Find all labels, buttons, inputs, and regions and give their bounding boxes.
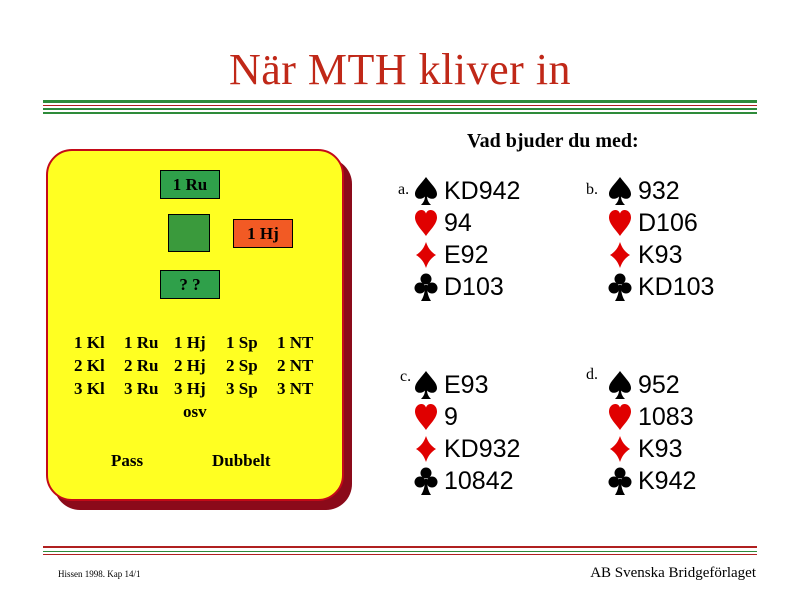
hand-b-letter: b.	[586, 181, 598, 198]
card-list: 94	[444, 209, 472, 237]
top-rule-red	[43, 105, 757, 106]
diamond-icon	[608, 433, 632, 465]
top-rule-green-2	[43, 108, 757, 110]
bid-option: 3 Ru	[124, 379, 159, 398]
card-list: K942	[638, 467, 697, 495]
bid-option: 2 NT	[277, 356, 314, 375]
club-icon	[414, 465, 438, 497]
bid-option: 3 Hj	[174, 379, 206, 398]
card-list: 10842	[444, 467, 514, 495]
card-list: E93	[444, 371, 489, 399]
hand-c-letter: c.	[400, 368, 412, 385]
bid-column-spades	[226, 331, 258, 400]
hand-d-letter: d.	[586, 366, 598, 383]
bid-option: 3 Kl	[74, 379, 105, 398]
card-list: KD932	[444, 435, 521, 463]
heart-icon	[414, 401, 438, 433]
diamond-icon	[414, 433, 438, 465]
bid-option: 1 Kl	[74, 333, 105, 352]
slide-title: När MTH kliver in	[228, 45, 572, 94]
card-list: E92	[444, 241, 489, 269]
card-list: 9	[444, 403, 458, 431]
question-text: Vad bjuder du med:	[467, 130, 639, 152]
card-list: K93	[638, 241, 683, 269]
club-icon	[414, 271, 438, 303]
card-list: 932	[638, 177, 680, 205]
bid-column-diamonds	[124, 331, 158, 400]
spade-icon	[414, 369, 438, 401]
footer-publisher: AB Svenska Bridgeförlaget	[590, 565, 756, 581]
bid-option: 1 NT	[277, 333, 314, 352]
bid-option: 2 Ru	[124, 356, 159, 375]
card-list: D106	[638, 209, 698, 237]
spade-icon	[608, 175, 632, 207]
osv-label: osv	[183, 402, 207, 421]
bid-option: 2 Sp	[226, 356, 258, 375]
diamond-icon	[414, 239, 438, 271]
partner-bid-box: 1 Ru	[160, 170, 220, 199]
card-list: KD103	[638, 273, 715, 301]
bid-option: 3 Sp	[226, 379, 258, 398]
bid-column-clubs	[74, 331, 105, 400]
top-rule-green-3	[43, 112, 757, 114]
card-list: 952	[638, 371, 680, 399]
bid-column-notrump	[277, 331, 313, 400]
unknown-bid-box: ? ?	[160, 270, 220, 299]
bid-option: 2 Kl	[74, 356, 105, 375]
pass-label: Pass	[111, 451, 144, 470]
bid-option: 3 NT	[277, 379, 314, 398]
hand-a-letter: a.	[398, 181, 410, 198]
bid-option: 2 Hj	[174, 356, 206, 375]
bottom-rule-red-2	[43, 554, 757, 555]
club-icon	[608, 271, 632, 303]
card-list: K93	[638, 435, 683, 463]
bid-column-hearts	[174, 331, 206, 400]
card-list: 1083	[638, 403, 694, 431]
bid-option: 1 Ru	[124, 333, 159, 352]
footer-source: Hissen 1998. Kap 14/1	[58, 569, 141, 579]
spade-icon	[608, 369, 632, 401]
top-rule-green	[43, 100, 757, 103]
heart-icon	[608, 207, 632, 239]
double-label: Dubbelt	[212, 451, 271, 470]
bid-option: 1 Hj	[174, 333, 206, 352]
bottom-rule-green	[43, 551, 757, 552]
bid-option: 1 Sp	[226, 333, 258, 352]
heart-icon	[608, 401, 632, 433]
bottom-rule-red	[43, 546, 757, 548]
card-list: KD942	[444, 177, 521, 205]
club-icon	[608, 465, 632, 497]
bidding-panel	[46, 149, 344, 501]
diamond-icon	[608, 239, 632, 271]
your-seat-box	[168, 214, 210, 252]
heart-icon	[414, 207, 438, 239]
opponent-bid-box: 1 Hj	[233, 219, 293, 248]
card-list: D103	[444, 273, 504, 301]
spade-icon	[414, 175, 438, 207]
